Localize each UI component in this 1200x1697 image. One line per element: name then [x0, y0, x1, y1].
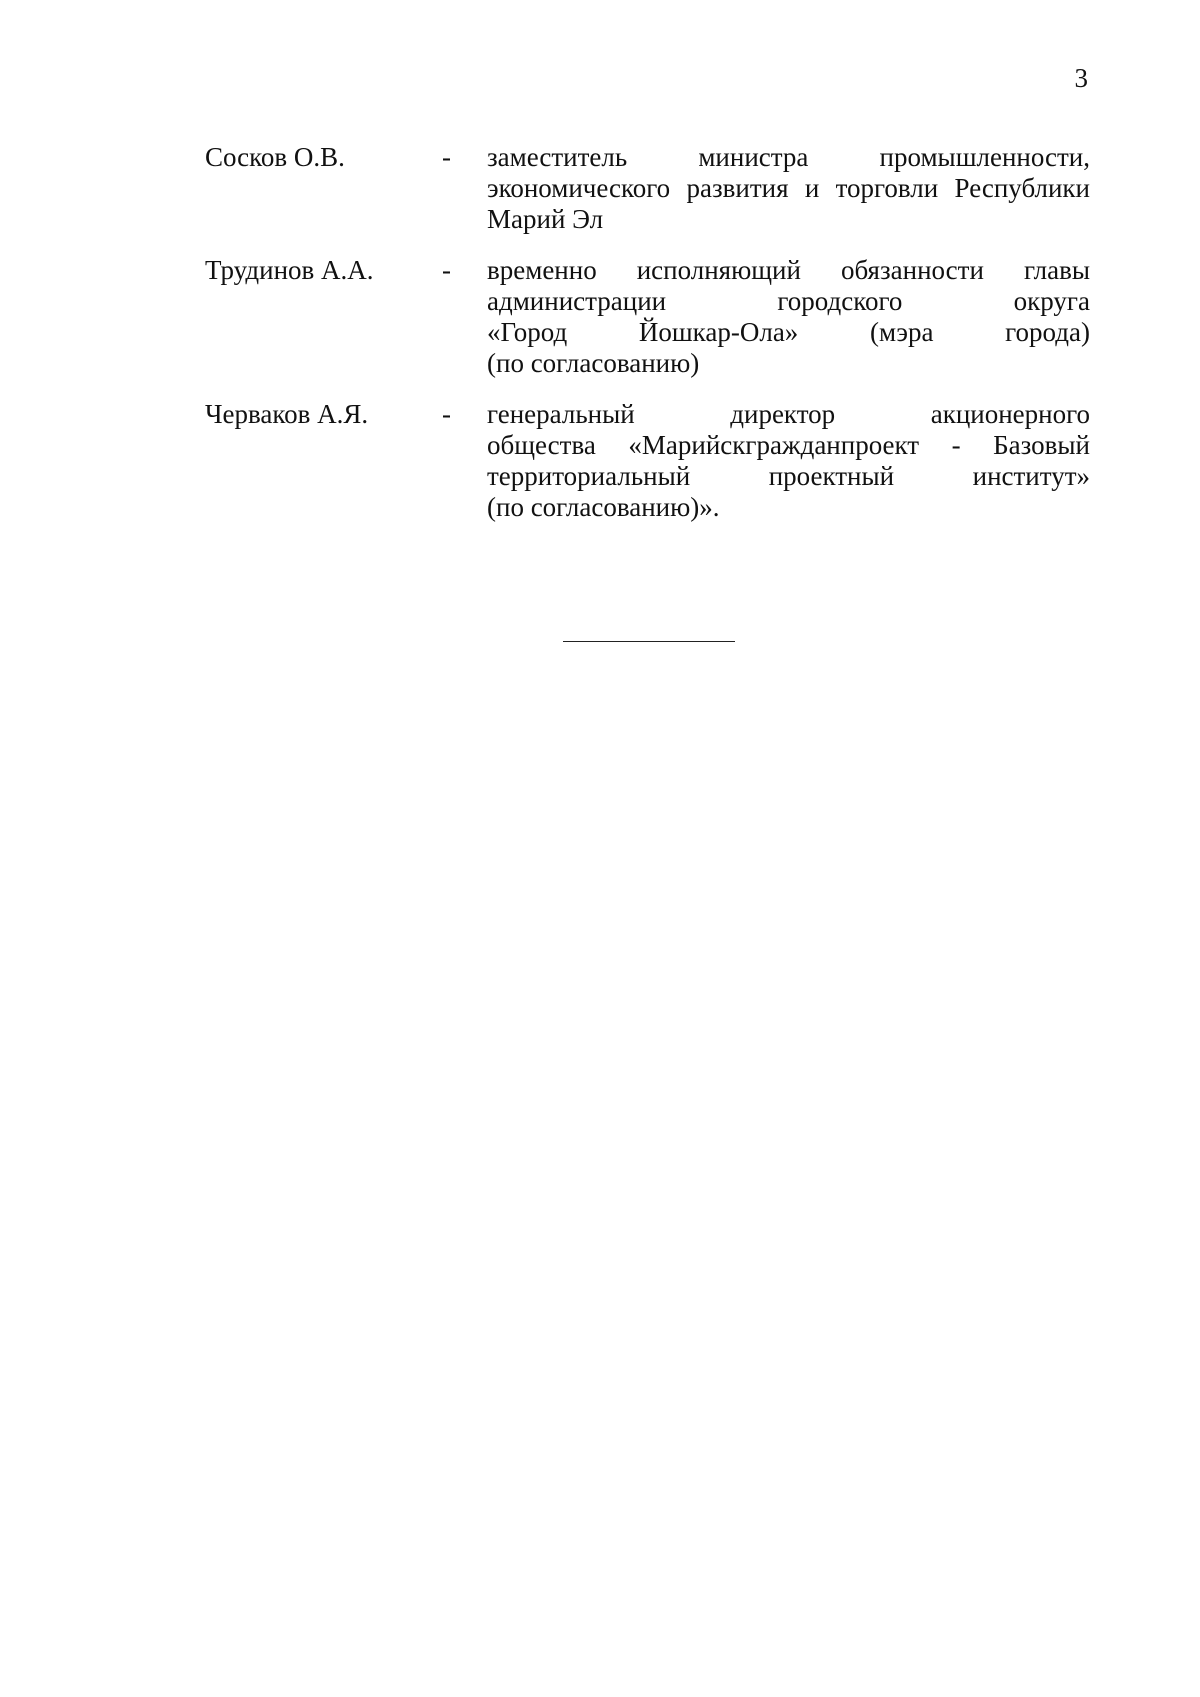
role-line: заместитель министра промышленности,	[487, 142, 1090, 172]
member-row-soskov	[205, 142, 1090, 235]
role-line: «Город Йошкар-Ола» (мэра города)	[487, 317, 1090, 347]
member-name: Черваков А.Я.	[205, 399, 369, 429]
role-line: генеральный директор акционерного	[487, 399, 1090, 429]
page-number: 3	[1074, 63, 1088, 93]
role-line: экономического развития и торговли Республики	[487, 173, 1090, 203]
member-role	[487, 255, 1090, 379]
role-line: временно исполняющий обязанности главы	[487, 255, 1090, 285]
role-line: администрации городского округа	[487, 286, 1090, 316]
member-row-trudinov	[205, 255, 1090, 379]
member-row-chervakov	[205, 399, 1090, 523]
role-line: Марий Эл	[487, 204, 604, 234]
commission-member-list	[205, 142, 1090, 543]
member-dash: -	[442, 255, 451, 285]
end-of-document-rule	[563, 641, 735, 642]
role-line: общества «Марийскгражданпроект - Базовый	[487, 430, 1090, 460]
role-line: (по согласованию)	[487, 348, 700, 378]
role-line: территориальный проектный институт»	[487, 461, 1090, 491]
member-name: Сосков О.В.	[205, 142, 345, 172]
member-role	[487, 142, 1090, 235]
member-dash: -	[442, 399, 451, 429]
member-name: Трудинов А.А.	[205, 255, 374, 285]
member-dash: -	[442, 142, 451, 172]
member-role	[487, 399, 1090, 523]
role-line: (по согласованию)».	[487, 492, 720, 522]
